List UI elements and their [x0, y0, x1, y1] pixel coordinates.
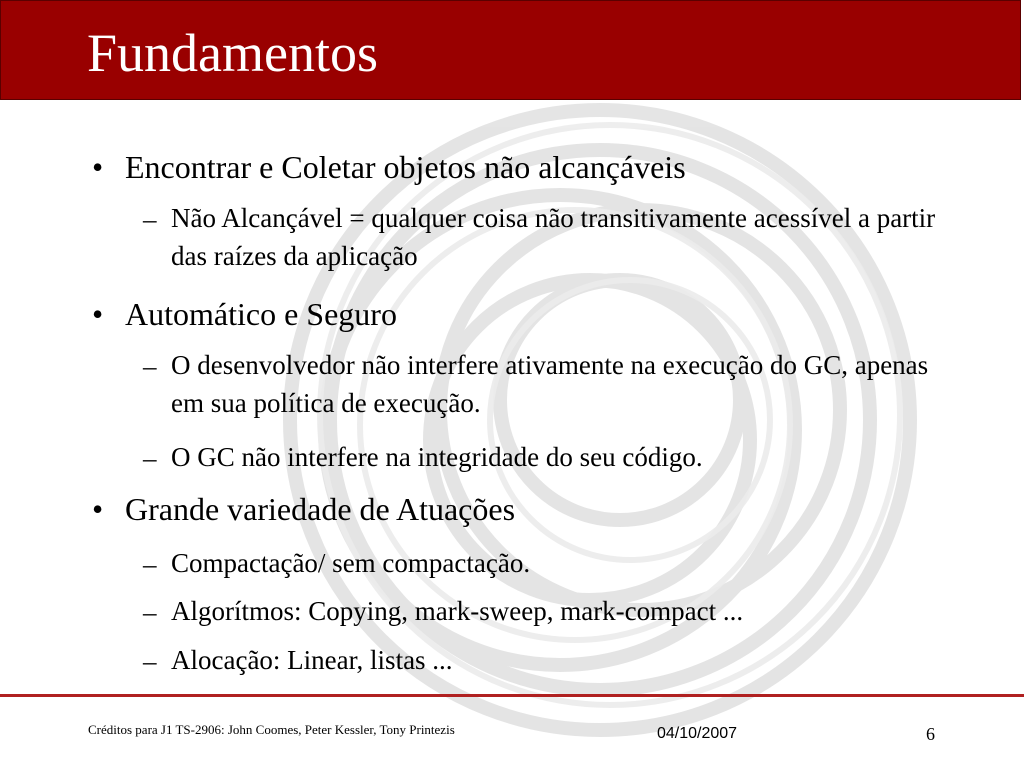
bullet-marker: • [92, 149, 104, 185]
page-title: Fundamentos [87, 23, 378, 83]
sub-bullet-marker: – [143, 351, 157, 381]
sub-bullet-marker: – [143, 549, 157, 579]
sub-bullet-marker: – [143, 597, 157, 627]
page-number: 6 [926, 724, 935, 744]
sub-bullet-marker: – [143, 646, 157, 676]
sub-bullet-text: O desenvolvedor não interfere ativamente na execução do GC, apenas em sua política de execução. [171, 350, 929, 418]
sub-bullet-text: Compactação/ sem compactação. [171, 548, 531, 578]
bullet-text: Grande variedade de Atuações [125, 491, 516, 527]
footer-divider [0, 694, 1024, 697]
sub-bullet-text: Alocação: Linear, listas ... [171, 645, 453, 675]
footer-date: 04/10/2007 [657, 725, 738, 742]
sub-bullet-text: O GC não interfere na integridade do seu código. [171, 442, 703, 472]
sub-bullet-marker: – [143, 204, 157, 234]
sub-bullet-marker: – [143, 443, 157, 473]
bullet-text: Automático e Seguro [125, 296, 397, 332]
bullet-text: Encontrar e Coletar objetos não alcançáveis [125, 149, 686, 185]
footer-credit: Créditos para J1 TS-2906: John Coomes, Peter Kessler, Tony Printezis [88, 722, 455, 737]
sub-bullet-text: Algorítmos: Copying, mark-sweep, mark-compact ... [171, 596, 744, 626]
sub-bullet-text: Não Alcançável = qualquer coisa não transitivamente acessível a partir das raízes da aplicação [171, 203, 936, 271]
bullet-marker: • [92, 491, 104, 527]
bullet-marker: • [92, 296, 104, 332]
